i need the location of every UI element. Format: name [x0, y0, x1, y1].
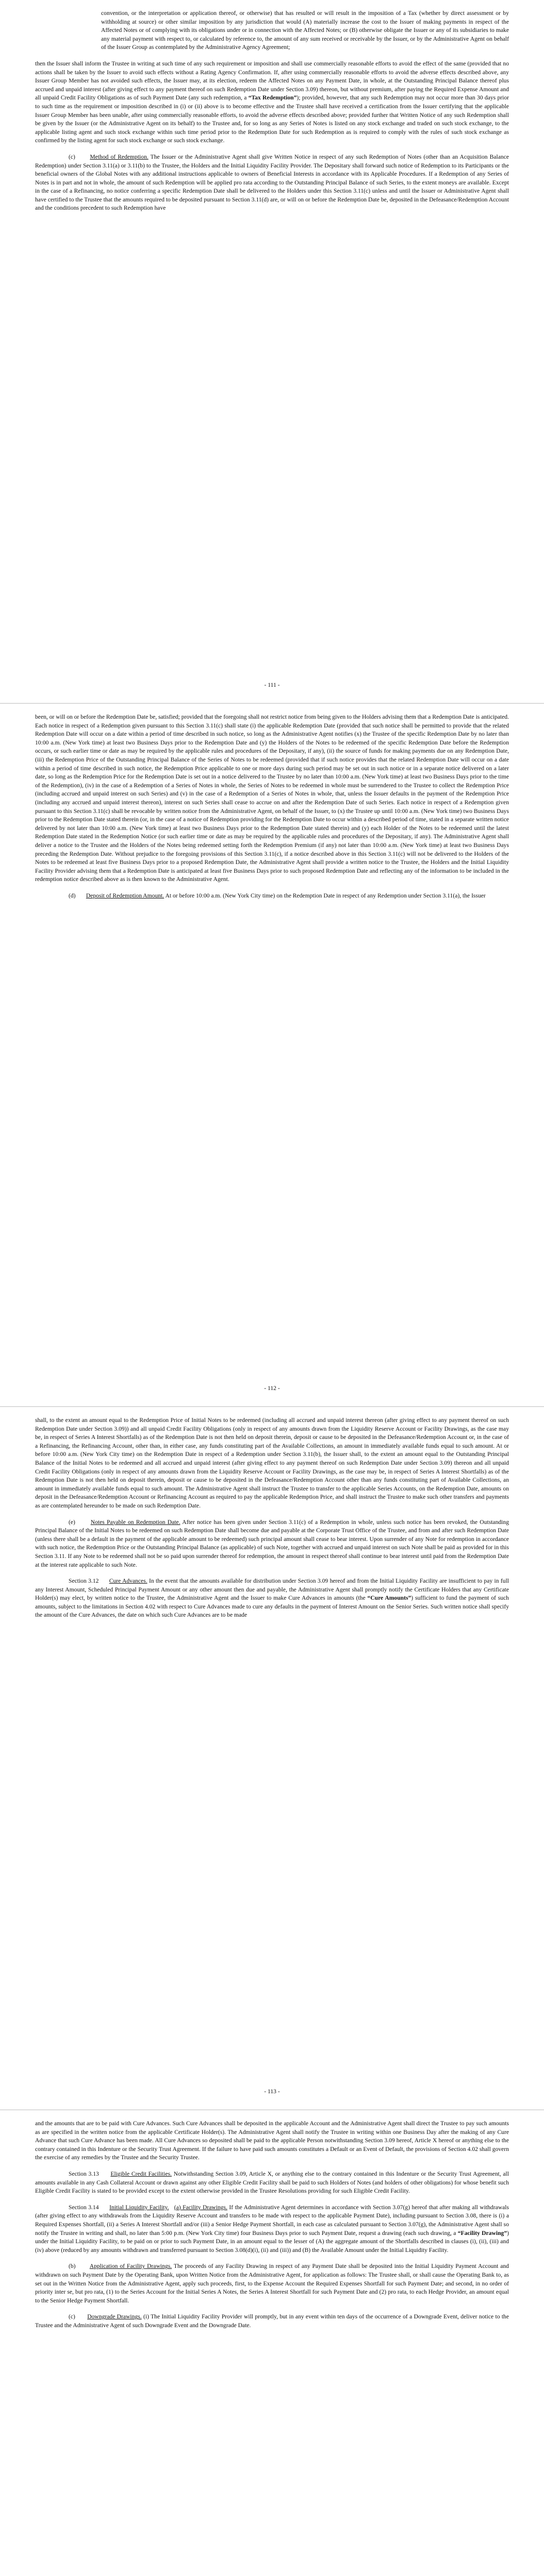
page-number: - 112 -: [264, 1385, 280, 1392]
subsection-heading: (a) Facility Drawings.: [174, 2204, 227, 2211]
section-number: Section 3.13: [69, 2170, 99, 2177]
paragraph: [35, 2204, 509, 2255]
paragraph: [35, 2313, 509, 2330]
clause-heading: Deposit of Redemption Amount.: [86, 892, 164, 899]
page-number: - 111 -: [264, 682, 280, 688]
paragraph-text: ) sufficient to fund the payment of such amounts, subject to the limitations in Section 4.02 with respect to Cure Advances made to cure any defaults in the payment of Interest Amount on the Senior Series. Such written notice shall specify the amount of the Cure Advances, the date on which such Cure Advances are to be made: [35, 1595, 509, 1619]
paragraph: shall, to the extent an amount equal to the Redemption Price of Initial Notes to be redeemed (including all accrued and unpaid interest thereon (after giving effect to any payment thereof on such Redemption Date under Section 3.09)) and all unpaid Credit Facility Obligations (only in respect of any amounts drawn from the Liquidity Reserve Account or Facility Drawings, as the case may be, in respect of Series A Interest Shortfalls) as of the Redemption Date is not then held on deposit therein, deposit or cause to be deposited in the Defeasance/Redemption Account or, in the case of a Refinancing, the Refinancing Account, other than, in either case, any funds constituting part of the Available Collections, an amount in immediately available funds equal to such amount. At or before 10:00 a.m. (New York City time) on the Redemption Date in respect of a Redemption under Section 3.11(b), the Issuer shall, to the extent an amount equal to the Outstanding Principal Balance of the Initial Notes to be redeemed and all accrued and unpaid interest (after giving effect to any payment thereof on such Redemption Date under Section 3.09) thereon and all unpaid Credit Facility Obligations (only in respect of any amounts drawn from the Liquidity Reserve Account or Facility Drawings, as the case may be, in respect of Series A Interest Shortfalls) as of the Redemption Date is not then held on deposit therein, deposit or cause to be deposited in the Defeasance/Redemption Account other than any funds constituting part of Available Collections, an amount in immediately available funds equal to such amount. The Administrative Agent shall instruct the Trustee to transfer to the applicable Series Accounts, on the Redemption Date, amounts on deposit in the Defeasance/Redemption Account or Refinancing Account as required to pay the applicable Redemption Price, and shall instruct the Trustee to make such other transfers and payments as are contemplated hereunder to be made on such Redemption Date.: [35, 1417, 509, 1509]
paragraph: been, or will on or before the Redemption Date be, satisfied; provided that the foregoing shall not restrict notice from being given to the Holders advising them that a Redemption Date is anticipated. Each notice in respect of a Redemption given pursuant to this Section 3.11(c) shall state (i) the applicable Redemption Date (provided that such notice shall be permitted to provide that the related Redemption Date will occur on a date within a period of time described in such notice, so long as the Administrative Agent notifies (x) the Trustee of the specific Redemption Date by no later than 10:00 a.m. (New York time) at least two Business Days prior to the Redemption Date and (y) the Holders of the Notes to be redeemed of the specific Redemption Date before the Redemption occurs, or such earlier time or date as may be required by the applicable rules and procedures of the Depositary, if any), (ii) the source of funds for making payments due on any Redemption Date, (iii) the Redemption Price of the Outstanding Principal Balance of the Series of Notes to be redeemed (provided that if such notice provides that the related Redemption Date will occur on a date within a period of time described in such notice, the Redemption Price applicable to one or more days during such period may be set out in such notice or in a separate notice delivered on a later date, so long as the Redemption Price for the Redemption Date is set out in a notice delivered to the Trustee by no later than 10:00 a.m. (New York time) at least two Business Days prior to the time of the Redemption), (iv) in the case of a Redemption of a Series of Notes in whole, the Series of Notes to be redeemed in whole must be surrendered to the Trustee to collect the Redemption Price (including accrued and unpaid interest on such Series) and (v) in the case of a Redemption of a Series of Notes in whole, that, unless the Issuer defaults in the payment of the Redemption Price (including any accrued and unpaid interest thereon), interest on such Series shall cease to accrue on and after the Redemption Date of such Series. Each notice in respect of a Redemption given pursuant to this Section 3.11(c) shall be revocable by written notice from the Administrative Agent, on behalf of the Issuer, to (x) the Trustee up until 10:00 a.m. (New York time) two Business Days prior to the Redemption Date stated therein (or, in the case of a notice of Redemption providing for the Redemption Date to occur within a described period of time, stated in a separate written notice delivered by not later than 10:00 a.m. (New York time) at least two Business Days prior to the Redemption Date stated therein) and (y) each Holder of the Notes to be redeemed until the latest Redemption Date stated in the Redemption Notice (or such earlier time or date as may be required by the applicable rules and procedures of the Depositary, if any). The Administrative Agent shall deliver a notice to the Trustee and the Holders of the Notes being redeemed setting forth the Redemption Premium (if any) not later than 10:00 a.m. (New York time) at least two Business Days preceding the Redemption Date. Without prejudice to the foregoing provisions of this Section 3.11(c), if a notice described above in this Section 3.11(c) will not be delivered to the Holders of the Notes to be redeemed at least five Business Days prior to a proposed Redemption Date, the Administrative Agent shall provide a written notice to the Trustee, the Holders and the Initial Liquidity Facility Provider advising them that a Redemption Date is anticipated at least five Business Days prior to such proposed Redemption Date and reflecting any of the information to be included in the redemption notice described above as is then known to the Administrative Agent.: [35, 714, 509, 883]
document-page: [0, 2110, 544, 2576]
paragraph-text: ); provided, however, that any such Redemption may not occur more than 30 days prior to such time as the requirement or imposition described in (i) or (ii) above is to become effective and the Trustee shall have received a certification from the Issuer certifying that the applicable Issuer Group Member has been unable, after using commercially reasonable efforts, to avoid the adverse effects described above; provided further that Written Notice of any such Redemption shall be given by the Issuer (or the Administrative Agent on its behalf) to the Trustee and, for so long as any Series of Notes is listed on any stock exchange and traded on such stock exchange, to the applicable listing agent and such stock exchange within such time period prior to the Redemption Date for such Redemption as is required to comply with the rules of such stock exchange as confirmed by the listing agent for such stock exchange or such stock exchange.: [35, 94, 509, 144]
paragraph-text: Notwithstanding Section 3.09, Article X, or anything else to the contrary contained in this Indenture or the Security Trust Agreement, all amounts available in any Cash Collateral Account or drawn against any other Eligible Credit Facility shall be paid to such Holders of Notes (and holders of other obligations) for whose benefit such Eligible Credit Facility is stated to be provided except to the extent otherwise provided in the Trustee Resolutions providing for such Eligible Credit Facility.: [35, 2170, 509, 2195]
paragraph-text: After notice has been given under Section 3.11(c) of a Redemption in whole, unless such notice has been revoked, the Outstanding Principal Balance of the Initial Notes to be redeemed on such Redemption Date shall become due and payable at the Corporate Trust Office of the Trustee, and from and after such Redemption Date (unless there shall be a default in the payment of the applicable amount to be redeemed) such principal amount shall cease to bear interest. Upon surrender of any Note for redemption in accordance with such notice, the Redemption Price or the Outstanding Principal Balance (as applicable) of such Note, together with accrued and unpaid interest on such Note shall be paid as provided for in this Section 3.11. If any Note to be redeemed shall not be so paid upon surrender thereof for redemption, the amount in respect thereof shall continue to bear interest until paid from the Redemption Date at the interest rate applicable to such Note.: [35, 1518, 509, 1568]
paragraph-text: (i) The Initial Liquidity Facility Provider will promptly, but in any event within ten days of the occurrence of a Downgrade Event, deliver notice to the Trustee and the Administrative Agent of such Downgrade Event and the Downgrade Date.: [35, 2313, 509, 2329]
clause-heading: Application of Facility Drawings.: [89, 2263, 172, 2270]
clause-heading: Downgrade Drawings.: [87, 2313, 142, 2320]
paragraph: [35, 2262, 509, 2305]
clause-number: (c): [69, 2313, 75, 2320]
paragraph: [35, 1518, 509, 1570]
clause-number: (b): [69, 2263, 76, 2270]
section-heading: Initial Liquidity Facility.: [109, 2204, 169, 2211]
section-heading: Eligible Credit Facilities.: [110, 2170, 172, 2177]
section-number: Section 3.12: [69, 1578, 99, 1585]
paragraph-text: then the Issuer shall inform the Trustee in writing at such time of any such requirement or imposition and shall use commercially reasonable efforts to avoid the effect of the same (provided that no actions shall be taken by the Issuer to avoid such effects without a Rating Agency Confirmation. If, after using commercially reasonable efforts to avoid the adverse effects described above, any Issuer Group Member has not avoided such effects, the Issuer may, at its election, redeem the Affected Notes on any Payment Date, in whole, at the Outstanding Principal Balance thereof plus accrued and unpaid interest (after giving effect to any payment thereof on such Redemption Date under Section 3.09) thereon, but without premium, after paying the Required Expense Amount and all unpaid Credit Facility Obligations as of such Payment Date (any such redemption, a: [35, 60, 509, 101]
paragraph-text: In the event that the amounts available for distribution under Section 3.09 hereof and from the Initial Liquidity Facility are insufficient to pay in full any Interest Amount, Scheduled Principal Payment Amount or any other amount then due and payable, the Administrative Agent shall promptly notify the Certificate Holders that any Certificate Holder(s) may elect, by written notice to the Trustee, the Administrative Agent and the Issuer to make Cure Advances in amounts (the: [35, 1578, 509, 1602]
paragraph-text: The Issuer or the Administrative Agent shall give Written Notice in respect of any such Redemption of Notes (other than an Acquisition Balance Redemption) under Section 3.11(a) or 3.11(b) to the Trustee, the Holders and the Initial Liquidity Facility Provider. The Depositary shall forward such notice of Redemption to its Participants or the beneficial owners of the Global Notes with any additional instructions applicable to owners of Beneficial Interests in accordance with its Applicable Procedures. If a Redemption of any Series of Notes is in part and not in whole, the amount of such Redemption will be applied pro rata according to the Outstanding Principal Balance of such Series, to the extent moneys are available. Except in the case of a Refinancing, no notice conferring a specific Redemption Date shall be delivered to the Holders under this Section 3.11(c) unless and until the Issuer or Administrative Agent shall have certified to the Trustee that the amounts required to be deposited pursuant to Section 3.11(d) are, or will on or before the Redemption Date be, deposited in the Defeasance/Redemption Account and the conditions precedent to such Redemption have: [35, 153, 509, 212]
clause-number: (e): [69, 1518, 75, 1526]
document-page: [0, 703, 544, 1406]
clause-number: (c): [69, 153, 75, 160]
paragraph: [35, 2170, 509, 2196]
paragraph-text: If the Administrative Agent determines in accordance with Section 3.07(g) hereof that after making all withdrawals (after giving effect to any withdrawals from the Liquidity Reserve Account and transfers to be made with respect to the applicable Payment Date), including pursuant to Section 3.08, there is (i) a Required Expenses Shortfall, (ii) a Series A Interest Shortfall and/or (iii) a Senior Hedge Payment Shortfall, in each case as calculated pursuant to Section 3.07(g), the Administrative Agent shall so notify the Trustee in writing and shall, no later than 5:00 p.m. (New York City time) four Business Days prior to such Payment Date, request a drawing (each such drawing, a: [35, 2204, 509, 2236]
paragraph: [35, 1577, 509, 1620]
defined-term: “Cure Amounts”: [367, 1595, 411, 1602]
paragraph-text: At or before 10:00 a.m. (New York City time) on the Redemption Date in respect of any Redemption under Section 3.11(a), the Issuer: [165, 892, 486, 899]
defined-term: “Facility Drawing”: [457, 2229, 507, 2236]
clause-heading: Method of Redemption.: [90, 153, 149, 160]
page-number: - 113 -: [264, 2088, 280, 2095]
paragraph: and the amounts that are to be paid with Cure Advances. Such Cure Advances shall be deposited in the applicable Account and the Administrative Agent shall direct the Trustee to pay such amounts as are specified in the written notice from the applicable Certificate Holder(s). The Administrative Agent shall notify the Trustee in writing within one Business Day after the making of any Cure Advance that such Cure Advance has been made. All Cure Advances so deposited shall be paid to the applicable Person notwithstanding Section 3.09 hereof, Article X hereof or anything else to the contrary contained in this Indenture or the Security Trust Agreement. If the failure to have paid such amounts constitutes a Default or an Event of Default, the provisions of Section 4.02 shall govern the exercise of any remedies by the Trustee and the Security Trustee.: [35, 2120, 509, 2161]
document-page: [0, 0, 544, 703]
paragraph: [35, 153, 509, 213]
clause-heading: Notes Payable on Redemption Date.: [90, 1518, 180, 1526]
document-page: [0, 1406, 544, 2109]
defined-term: “Tax Redemption”: [248, 94, 297, 101]
clause-number: (d): [69, 892, 76, 899]
paragraph: [35, 892, 509, 901]
paragraph: convention, or the interpretation or application thereof, or otherwise) that has resulted or will result in the imposition of a Tax (whether by direct assessment or by withholding at source) or other similar imposition by any jurisdiction that would (A) materially increase the cost to the Issuer of making payments in respect of the Affected Notes or of complying with its obligations under or in connection with the Affected Notes; or (B) otherwise obligate the Issuer or any of its subsidiaries to make any material payment with respect to, or calculated by reference to, the amount of any sum received or receivable by the Issuer, or by the Administrative Agent on behalf of the Issuer Group as contemplated by the Administrative Agency Agreement;: [101, 10, 509, 51]
paragraph: [35, 60, 509, 145]
section-number: Section 3.14: [69, 2204, 99, 2211]
paragraph-text: ) under the Initial Liquidity Facility, to be paid on or prior to such Payment Date, in an amount equal to the lesser of (A) the aggregate amount of the Shortfalls described in clauses (i), (ii), (iii) and (iv) above (reduced by any amounts withdrawn and transferred pursuant to Section 3.08(d)(i), (ii) and (iii)) and (B) the Available Amount under the Initial Liquidity Facility.: [35, 2229, 509, 2253]
paragraph-text: The proceeds of any Facility Drawing in respect of any Payment Date shall be deposited into the Initial Liquidity Payment Account and withdrawn on such Payment Date by the Operating Bank, upon Written Notice from the Administrative Agent, for application as follows: The Trustee shall, or shall cause the Operating Bank to, as set out in the Written Notice from the Administrative Agent, apply such proceeds, first, to the Expense Account the Required Expenses Shortfall for such Payment Date; and second, in no order of priority inter se, but pro rata, (1) to the Series Account for the Initial Series A Notes, the Series A Interest Shortfall for such Payment Date and (2) pro rata, to each Hedge Provider, an amount equal to the Senior Hedge Payment Shortfall.: [35, 2263, 509, 2304]
section-heading: Cure Advances.: [109, 1578, 147, 1585]
